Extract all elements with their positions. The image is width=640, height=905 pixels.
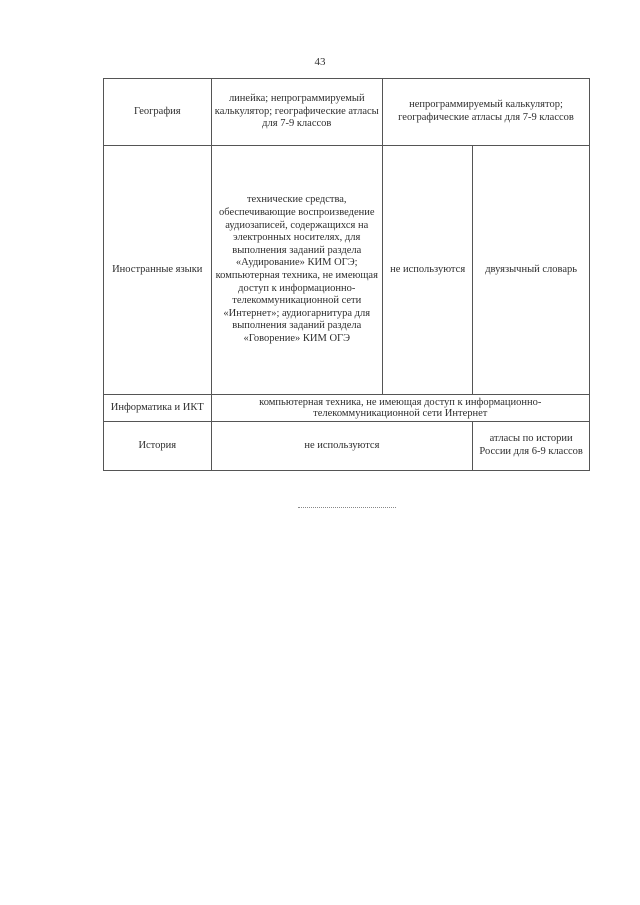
exam-materials-table [103,78,590,471]
materials-cell: технические средства, обеспечивающие воспроизведение аудиозаписей, содержащихся на электронных носителях, для выполнения заданий раздела «Аудирование» КИМ ОГЭ; компьютерная техника, не имеющая доступ к информационно-телекоммуникационной сети «Интернет»; аудиогарнитура для выполнения заданий раздела «Говорение» КИМ ОГЭ [211,146,382,395]
table-row-foreign-languages [104,146,590,395]
materials-cell: компьютерная техника, не имеющая доступ к информационно-телекоммуникационной сети Интернет [211,395,589,422]
subject-cell: Иностранные языки [104,146,212,395]
materials-cell: линейка; непрограммируемый калькулятор; географические атласы для 7-9 классов [211,79,382,146]
table-row-history [104,422,590,471]
subject-cell: Информатика и ИКТ [104,395,212,422]
footer-divider [298,507,396,508]
subject-cell: История [104,422,212,471]
materials-cell: не используются [211,422,473,471]
page-number: 43 [314,56,326,68]
table-row-informatics [104,395,590,422]
materials-cell: не используются [382,146,472,395]
materials-cell: атласы по истории России для 6-9 классов [473,422,590,471]
materials-cell: непрограммируемый калькулятор; географические атласы для 7-9 классов [382,79,589,146]
materials-cell: двуязычный словарь [473,146,590,395]
subject-cell: География [104,79,212,146]
table-row-geography [104,79,590,146]
